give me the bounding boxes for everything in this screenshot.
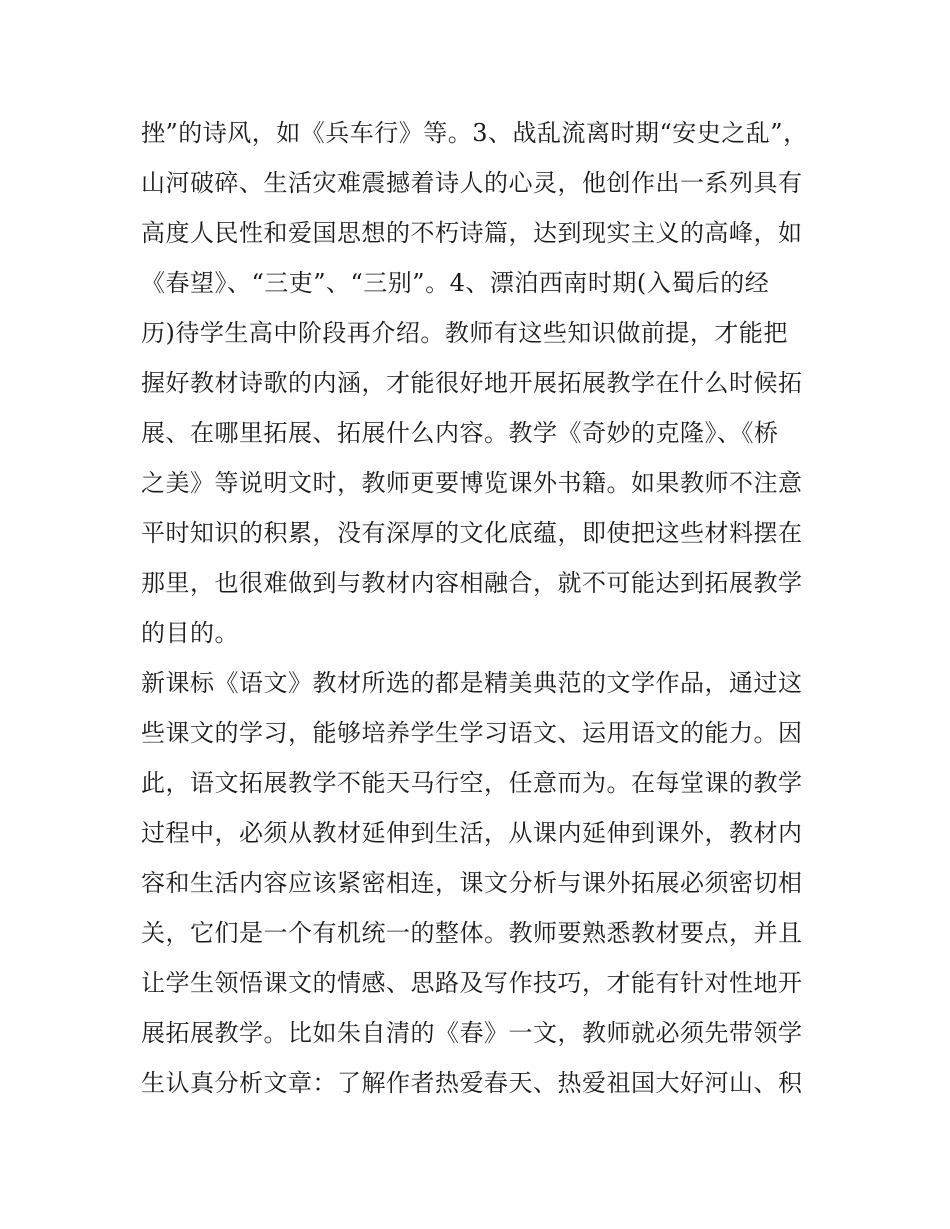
text-line: 让学生领悟课文的情感、思路及写作技巧，才能有针对性地开 [141, 969, 803, 997]
text-line: 之美》等说明文时，教师更要博览课外书籍。如果教师不注意 [141, 469, 803, 497]
text-line: 高度人民性和爱国思想的不朽诗篇，达到现实主义的高峰，如 [141, 219, 803, 247]
text-line: 此，语文拓展教学不能天马行空，任意而为。在每堂课的教学 [141, 769, 803, 797]
text-line: 过程中，必须从教材延伸到生活，从课内延伸到课外，教材内 [141, 819, 803, 847]
text-line: 《春望》、“三吏”、“三别”。4、漂泊西南时期(入蜀后的经 [141, 269, 770, 297]
text-line: 展、在哪里拓展、拓展什么内容。教学《奇妙的克隆》、《桥 [141, 419, 779, 447]
text-line: 关，它们是一个有机统一的整体。教师要熟悉教材要点，并且 [141, 919, 803, 947]
text-line: 历)待学生高中阶段再介绍。教师有这些知识做前提，才能把 [141, 319, 788, 347]
text-line: 那里，也很难做到与教材内容相融合，就不可能达到拓展教学 [141, 569, 803, 597]
text-line: 些课文的学习，能够培养学生学习语文、运用语文的能力。因 [141, 719, 803, 747]
body-text [141, 108, 821, 1108]
text-line: 新课标《语文》教材所选的都是精美典范的文学作品，通过这 [141, 669, 803, 697]
text-line: 生认真分析文章：了解作者热爱春天、热爱祖国大好河山、积 [141, 1069, 803, 1097]
text-line: 山河破碎、生活灾难震撼着诗人的心灵，他创作出一系列具有 [141, 169, 803, 197]
text-line: 展拓展教学。比如朱自清的《春》一文，教师就必须先带领学 [141, 1019, 803, 1047]
text-line: 容和生活内容应该紧密相连，课文分析与课外拓展必须密切相 [141, 869, 803, 897]
text-line: 的目的。 [141, 619, 239, 647]
text-line: 握好教材诗歌的内涵，才能很好地开展拓展教学在什么时候拓 [141, 369, 803, 397]
text-line: 平时知识的积累，没有深厚的文化底蕴，即使把这些材料摆在 [141, 519, 803, 547]
text-line: 挫”的诗风，如《兵车行》等。3、战乱流离时期“安史之乱”， [141, 119, 808, 147]
